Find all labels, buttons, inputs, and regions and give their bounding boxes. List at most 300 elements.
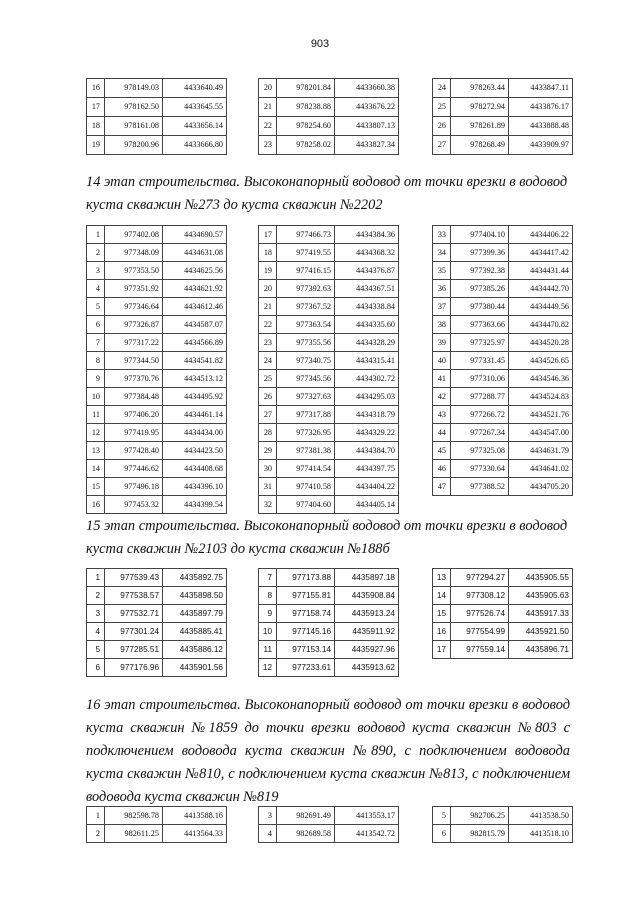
y-coordinate: 4434513.12 xyxy=(163,370,227,388)
point-number: 5 xyxy=(433,807,451,825)
table-row xyxy=(87,298,227,316)
y-coordinate: 4434384.70 xyxy=(335,442,399,460)
y-coordinate: 4435897.18 xyxy=(335,569,399,587)
section-16-heading: 16 этап строительства. Высоконапорный водовод от точки врезки в водовод куста скважин №1859 до точки врезки водовод куста скважин №803 с подключением водовода куста скважин №890, с подключением водовода куста скважин №810, с подключением куста скважин №813, с подключением водовода куста скважин №819 xyxy=(86,697,570,805)
x-coordinate: 977155.81 xyxy=(277,587,335,605)
coordinates-table xyxy=(258,78,399,155)
y-coordinate: 4434631.08 xyxy=(163,244,227,262)
coordinates-table xyxy=(432,78,573,155)
x-coordinate: 977380.44 xyxy=(451,298,509,316)
point-number: 2 xyxy=(87,825,105,843)
point-number: 39 xyxy=(433,334,451,352)
x-coordinate: 977532.71 xyxy=(105,605,163,623)
point-number: 15 xyxy=(87,478,105,496)
point-number: 42 xyxy=(433,388,451,406)
y-coordinate: 4434566.89 xyxy=(163,334,227,352)
x-coordinate: 977363.66 xyxy=(451,316,509,334)
y-coordinate: 4434631.79 xyxy=(509,442,573,460)
point-number: 24 xyxy=(259,352,277,370)
x-coordinate: 978162.50 xyxy=(105,98,163,117)
point-number: 36 xyxy=(433,280,451,298)
table-row xyxy=(259,117,399,136)
x-coordinate: 977327.63 xyxy=(277,388,335,406)
y-coordinate: 4434495.92 xyxy=(163,388,227,406)
x-coordinate: 978268.49 xyxy=(451,136,509,155)
y-coordinate: 4434315.41 xyxy=(335,352,399,370)
x-coordinate: 977402.08 xyxy=(105,226,163,244)
point-number: 31 xyxy=(259,478,277,496)
y-coordinate: 4435908.84 xyxy=(335,587,399,605)
point-number: 1 xyxy=(87,569,105,587)
x-coordinate: 977446.62 xyxy=(105,460,163,478)
table-row xyxy=(433,569,573,587)
point-number: 40 xyxy=(433,352,451,370)
y-coordinate: 4435911.92 xyxy=(335,623,399,641)
x-coordinate: 977381.38 xyxy=(277,442,335,460)
coordinates-table xyxy=(86,806,227,843)
y-coordinate: 4434404.22 xyxy=(335,478,399,496)
point-number: 10 xyxy=(259,623,277,641)
point-number: 21 xyxy=(259,298,277,316)
table-row xyxy=(259,442,399,460)
point-number: 25 xyxy=(433,98,451,117)
point-number: 43 xyxy=(433,406,451,424)
x-coordinate: 977353.50 xyxy=(105,262,163,280)
table-row xyxy=(87,117,227,136)
point-number: 2 xyxy=(87,244,105,262)
x-coordinate: 977310.06 xyxy=(451,370,509,388)
x-coordinate: 977384.48 xyxy=(105,388,163,406)
x-coordinate: 977326.95 xyxy=(277,424,335,442)
point-number: 12 xyxy=(259,659,277,677)
y-coordinate: 4434431.44 xyxy=(509,262,573,280)
y-coordinate: 4434335.60 xyxy=(335,316,399,334)
x-coordinate: 978201.84 xyxy=(277,79,335,98)
coordinates-table xyxy=(86,225,227,514)
table-row xyxy=(433,117,573,136)
x-coordinate: 977344.50 xyxy=(105,352,163,370)
table-row xyxy=(87,424,227,442)
y-coordinate: 4433640.49 xyxy=(163,79,227,98)
y-coordinate: 4435886.12 xyxy=(163,641,227,659)
point-number: 9 xyxy=(259,605,277,623)
point-number: 20 xyxy=(259,280,277,298)
x-coordinate: 977340.75 xyxy=(277,352,335,370)
y-coordinate: 4433847.11 xyxy=(509,79,573,98)
point-number: 23 xyxy=(259,136,277,155)
table-row xyxy=(259,460,399,478)
x-coordinate: 977351.92 xyxy=(105,280,163,298)
x-coordinate: 977367.52 xyxy=(277,298,335,316)
point-number: 13 xyxy=(433,569,451,587)
x-coordinate: 978261.89 xyxy=(451,117,509,136)
y-coordinate: 4433676.22 xyxy=(335,98,399,117)
y-coordinate: 4434470.82 xyxy=(509,316,573,334)
x-coordinate: 977325.97 xyxy=(451,334,509,352)
coordinates-table xyxy=(432,225,573,496)
table-row xyxy=(433,280,573,298)
y-coordinate: 4434541.82 xyxy=(163,352,227,370)
point-number: 19 xyxy=(87,136,105,155)
table-row xyxy=(259,370,399,388)
table-row xyxy=(433,370,573,388)
point-number: 2 xyxy=(87,587,105,605)
point-number: 17 xyxy=(433,641,451,659)
table-row xyxy=(433,623,573,641)
y-coordinate: 4413553.17 xyxy=(335,807,399,825)
table-row xyxy=(259,587,399,605)
y-coordinate: 4433666.80 xyxy=(163,136,227,155)
table-row xyxy=(433,641,573,659)
table-row xyxy=(87,136,227,155)
x-coordinate: 978254.60 xyxy=(277,117,335,136)
table-row xyxy=(433,298,573,316)
y-coordinate: 4434423.50 xyxy=(163,442,227,460)
x-coordinate: 978238.88 xyxy=(277,98,335,117)
y-coordinate: 4434318.79 xyxy=(335,406,399,424)
y-coordinate: 4434705.20 xyxy=(509,478,573,496)
y-coordinate: 4413564.33 xyxy=(163,825,227,843)
point-number: 1 xyxy=(87,226,105,244)
y-coordinate: 4434690.57 xyxy=(163,226,227,244)
point-number: 45 xyxy=(433,442,451,460)
point-number: 14 xyxy=(87,460,105,478)
table-row xyxy=(259,388,399,406)
x-coordinate: 977404.10 xyxy=(451,226,509,244)
point-number: 44 xyxy=(433,424,451,442)
y-coordinate: 4433909.97 xyxy=(509,136,573,155)
table-row xyxy=(87,388,227,406)
x-coordinate: 977355.56 xyxy=(277,334,335,352)
x-coordinate: 977370.76 xyxy=(105,370,163,388)
x-coordinate: 977173.88 xyxy=(277,569,335,587)
x-coordinate: 977301.24 xyxy=(105,623,163,641)
y-coordinate: 4435897.79 xyxy=(163,605,227,623)
y-coordinate: 4434295.03 xyxy=(335,388,399,406)
point-number: 4 xyxy=(87,623,105,641)
section-15-heading: 15 этап строительства. Высоконапорный водовод от точки врезки в водовод куста скважин №2103 до куста скважин №188б xyxy=(86,518,568,557)
point-number: 24 xyxy=(433,79,451,98)
table-row xyxy=(259,424,399,442)
y-coordinate: 4434526.65 xyxy=(509,352,573,370)
y-coordinate: 4433876.17 xyxy=(509,98,573,117)
table-row xyxy=(87,587,227,605)
x-coordinate: 982815.79 xyxy=(451,825,509,843)
table-row xyxy=(433,262,573,280)
table-row xyxy=(433,807,573,825)
table-row xyxy=(87,623,227,641)
table-row xyxy=(87,334,227,352)
y-coordinate: 4434417.42 xyxy=(509,244,573,262)
table-row xyxy=(87,659,227,677)
table-row xyxy=(259,659,399,677)
table-row xyxy=(259,136,399,155)
x-coordinate: 977410.58 xyxy=(277,478,335,496)
table-row xyxy=(433,442,573,460)
table-row xyxy=(87,569,227,587)
x-coordinate: 982611.25 xyxy=(105,825,163,843)
y-coordinate: 4434547.00 xyxy=(509,424,573,442)
table-row xyxy=(87,496,227,514)
point-number: 37 xyxy=(433,298,451,316)
table-row xyxy=(87,825,227,843)
table-row xyxy=(87,226,227,244)
y-coordinate: 4435913.24 xyxy=(335,605,399,623)
table-row xyxy=(433,460,573,478)
y-coordinate: 4434406.22 xyxy=(509,226,573,244)
coordinates-table xyxy=(86,568,227,677)
x-coordinate: 977326.87 xyxy=(105,316,163,334)
x-coordinate: 977153.14 xyxy=(277,641,335,659)
table-row xyxy=(259,244,399,262)
point-number: 11 xyxy=(87,406,105,424)
table-row xyxy=(259,605,399,623)
table-row xyxy=(87,352,227,370)
table-row xyxy=(433,352,573,370)
y-coordinate: 4433888.48 xyxy=(509,117,573,136)
x-coordinate: 977285.51 xyxy=(105,641,163,659)
table-row xyxy=(259,406,399,424)
x-coordinate: 978272.94 xyxy=(451,98,509,117)
point-number: 27 xyxy=(259,406,277,424)
point-number: 16 xyxy=(87,496,105,514)
point-number: 6 xyxy=(87,316,105,334)
table-row xyxy=(433,136,573,155)
x-coordinate: 978258.02 xyxy=(277,136,335,155)
point-number: 5 xyxy=(87,641,105,659)
table-row xyxy=(433,98,573,117)
x-coordinate: 982691.49 xyxy=(277,807,335,825)
point-number: 21 xyxy=(259,98,277,117)
table-row xyxy=(87,370,227,388)
x-coordinate: 977538.57 xyxy=(105,587,163,605)
point-number: 30 xyxy=(259,460,277,478)
point-number: 22 xyxy=(259,316,277,334)
table-row xyxy=(87,605,227,623)
table-row xyxy=(87,406,227,424)
y-coordinate: 4434328.29 xyxy=(335,334,399,352)
y-coordinate: 4434368.32 xyxy=(335,244,399,262)
table-row xyxy=(87,641,227,659)
y-coordinate: 4434405.14 xyxy=(335,496,399,514)
table-row xyxy=(433,587,573,605)
x-coordinate: 977345.56 xyxy=(277,370,335,388)
x-coordinate: 977288.77 xyxy=(451,388,509,406)
table-row xyxy=(259,262,399,280)
point-number: 15 xyxy=(433,605,451,623)
point-number: 17 xyxy=(259,226,277,244)
y-coordinate: 4435913.62 xyxy=(335,659,399,677)
x-coordinate: 982706.25 xyxy=(451,807,509,825)
table-row xyxy=(87,442,227,460)
table-row xyxy=(433,424,573,442)
x-coordinate: 977348.09 xyxy=(105,244,163,262)
x-coordinate: 977346.64 xyxy=(105,298,163,316)
x-coordinate: 977317.22 xyxy=(105,334,163,352)
y-coordinate: 4413542.72 xyxy=(335,825,399,843)
point-number: 47 xyxy=(433,478,451,496)
table-row xyxy=(259,226,399,244)
y-coordinate: 4413538.50 xyxy=(509,807,573,825)
point-number: 4 xyxy=(259,825,277,843)
point-number: 7 xyxy=(87,334,105,352)
y-coordinate: 4434587.07 xyxy=(163,316,227,334)
y-coordinate: 4434376.87 xyxy=(335,262,399,280)
x-coordinate: 977363.54 xyxy=(277,316,335,334)
table-row xyxy=(433,79,573,98)
table-row xyxy=(259,316,399,334)
x-coordinate: 977419.95 xyxy=(105,424,163,442)
table-row xyxy=(433,316,573,334)
y-coordinate: 4434641.02 xyxy=(509,460,573,478)
point-number: 10 xyxy=(87,388,105,406)
y-coordinate: 4433660.38 xyxy=(335,79,399,98)
x-coordinate: 977233.61 xyxy=(277,659,335,677)
coordinates-table xyxy=(258,568,399,677)
point-number: 3 xyxy=(87,605,105,623)
point-number: 41 xyxy=(433,370,451,388)
table-row xyxy=(87,316,227,334)
coordinates-table xyxy=(258,225,399,514)
table-row xyxy=(259,280,399,298)
x-coordinate: 982689.58 xyxy=(277,825,335,843)
table-row xyxy=(259,298,399,316)
table-row xyxy=(259,496,399,514)
y-coordinate: 4435921.50 xyxy=(509,623,573,641)
point-number: 12 xyxy=(87,424,105,442)
table-row xyxy=(433,226,573,244)
y-coordinate: 4433827.34 xyxy=(335,136,399,155)
x-coordinate: 977145.16 xyxy=(277,623,335,641)
x-coordinate: 977308.12 xyxy=(451,587,509,605)
table-row xyxy=(433,406,573,424)
point-number: 1 xyxy=(87,807,105,825)
table-row xyxy=(259,825,399,843)
y-coordinate: 4434449.56 xyxy=(509,298,573,316)
table-row xyxy=(433,605,573,623)
x-coordinate: 977392.63 xyxy=(277,280,335,298)
table-row xyxy=(259,478,399,496)
coordinates-table xyxy=(432,568,573,659)
table-row xyxy=(87,98,227,117)
point-number: 18 xyxy=(87,117,105,136)
point-number: 34 xyxy=(433,244,451,262)
point-number: 22 xyxy=(259,117,277,136)
x-coordinate: 977559.14 xyxy=(451,641,509,659)
point-number: 6 xyxy=(433,825,451,843)
point-number: 3 xyxy=(87,262,105,280)
x-coordinate: 977317.88 xyxy=(277,406,335,424)
x-coordinate: 977419.55 xyxy=(277,244,335,262)
table-row xyxy=(87,478,227,496)
y-coordinate: 4434302.72 xyxy=(335,370,399,388)
y-coordinate: 4435927.96 xyxy=(335,641,399,659)
point-number: 14 xyxy=(433,587,451,605)
table-row xyxy=(87,79,227,98)
y-coordinate: 4434612.46 xyxy=(163,298,227,316)
point-number: 27 xyxy=(433,136,451,155)
y-coordinate: 4433807.13 xyxy=(335,117,399,136)
point-number: 19 xyxy=(259,262,277,280)
table-row xyxy=(87,280,227,298)
table-row xyxy=(259,641,399,659)
table-row xyxy=(259,807,399,825)
y-coordinate: 4435901.56 xyxy=(163,659,227,677)
x-coordinate: 977294.27 xyxy=(451,569,509,587)
y-coordinate: 4434461.14 xyxy=(163,406,227,424)
x-coordinate: 982598.78 xyxy=(105,807,163,825)
y-coordinate: 4434396.10 xyxy=(163,478,227,496)
x-coordinate: 978200.96 xyxy=(105,136,163,155)
y-coordinate: 4435905.55 xyxy=(509,569,573,587)
y-coordinate: 4434434.00 xyxy=(163,424,227,442)
x-coordinate: 978263.44 xyxy=(451,79,509,98)
table-row xyxy=(87,460,227,478)
point-number: 25 xyxy=(259,370,277,388)
point-number: 11 xyxy=(259,641,277,659)
y-coordinate: 4435917.33 xyxy=(509,605,573,623)
table-row xyxy=(259,623,399,641)
x-coordinate: 977416.15 xyxy=(277,262,335,280)
x-coordinate: 977496.18 xyxy=(105,478,163,496)
x-coordinate: 977385.26 xyxy=(451,280,509,298)
x-coordinate: 977266.72 xyxy=(451,406,509,424)
coordinates-table xyxy=(432,806,573,843)
table-row xyxy=(433,244,573,262)
point-number: 46 xyxy=(433,460,451,478)
point-number: 17 xyxy=(87,98,105,117)
y-coordinate: 4434384.36 xyxy=(335,226,399,244)
x-coordinate: 977453.32 xyxy=(105,496,163,514)
y-coordinate: 4435898.50 xyxy=(163,587,227,605)
point-number: 26 xyxy=(259,388,277,406)
point-number: 16 xyxy=(87,79,105,98)
x-coordinate: 978149.03 xyxy=(105,79,163,98)
table-row xyxy=(433,478,573,496)
y-coordinate: 4434367.51 xyxy=(335,280,399,298)
x-coordinate: 977330.64 xyxy=(451,460,509,478)
table-row xyxy=(259,79,399,98)
point-number: 28 xyxy=(259,424,277,442)
point-number: 3 xyxy=(259,807,277,825)
x-coordinate: 977399.36 xyxy=(451,244,509,262)
y-coordinate: 4434520.28 xyxy=(509,334,573,352)
table-row xyxy=(87,807,227,825)
point-number: 29 xyxy=(259,442,277,460)
table-row xyxy=(433,388,573,406)
page-number: 903 xyxy=(310,38,330,50)
x-coordinate: 977392.38 xyxy=(451,262,509,280)
point-number: 32 xyxy=(259,496,277,514)
y-coordinate: 4434408.68 xyxy=(163,460,227,478)
point-number: 33 xyxy=(433,226,451,244)
point-number: 23 xyxy=(259,334,277,352)
point-number: 9 xyxy=(87,370,105,388)
x-coordinate: 978161.08 xyxy=(105,117,163,136)
x-coordinate: 977526.74 xyxy=(451,605,509,623)
y-coordinate: 4434521.76 xyxy=(509,406,573,424)
y-coordinate: 4435885.41 xyxy=(163,623,227,641)
x-coordinate: 977414.54 xyxy=(277,460,335,478)
y-coordinate: 4434442.70 xyxy=(509,280,573,298)
y-coordinate: 4413588.16 xyxy=(163,807,227,825)
y-coordinate: 4435892.75 xyxy=(163,569,227,587)
point-number: 38 xyxy=(433,316,451,334)
x-coordinate: 977539.43 xyxy=(105,569,163,587)
point-number: 5 xyxy=(87,298,105,316)
section-14-heading: 14 этап строительства. Высоконапорный водовод от точки врезки в водовод куста скважин №273 до куста скважин №2202 xyxy=(86,174,568,213)
point-number: 7 xyxy=(259,569,277,587)
